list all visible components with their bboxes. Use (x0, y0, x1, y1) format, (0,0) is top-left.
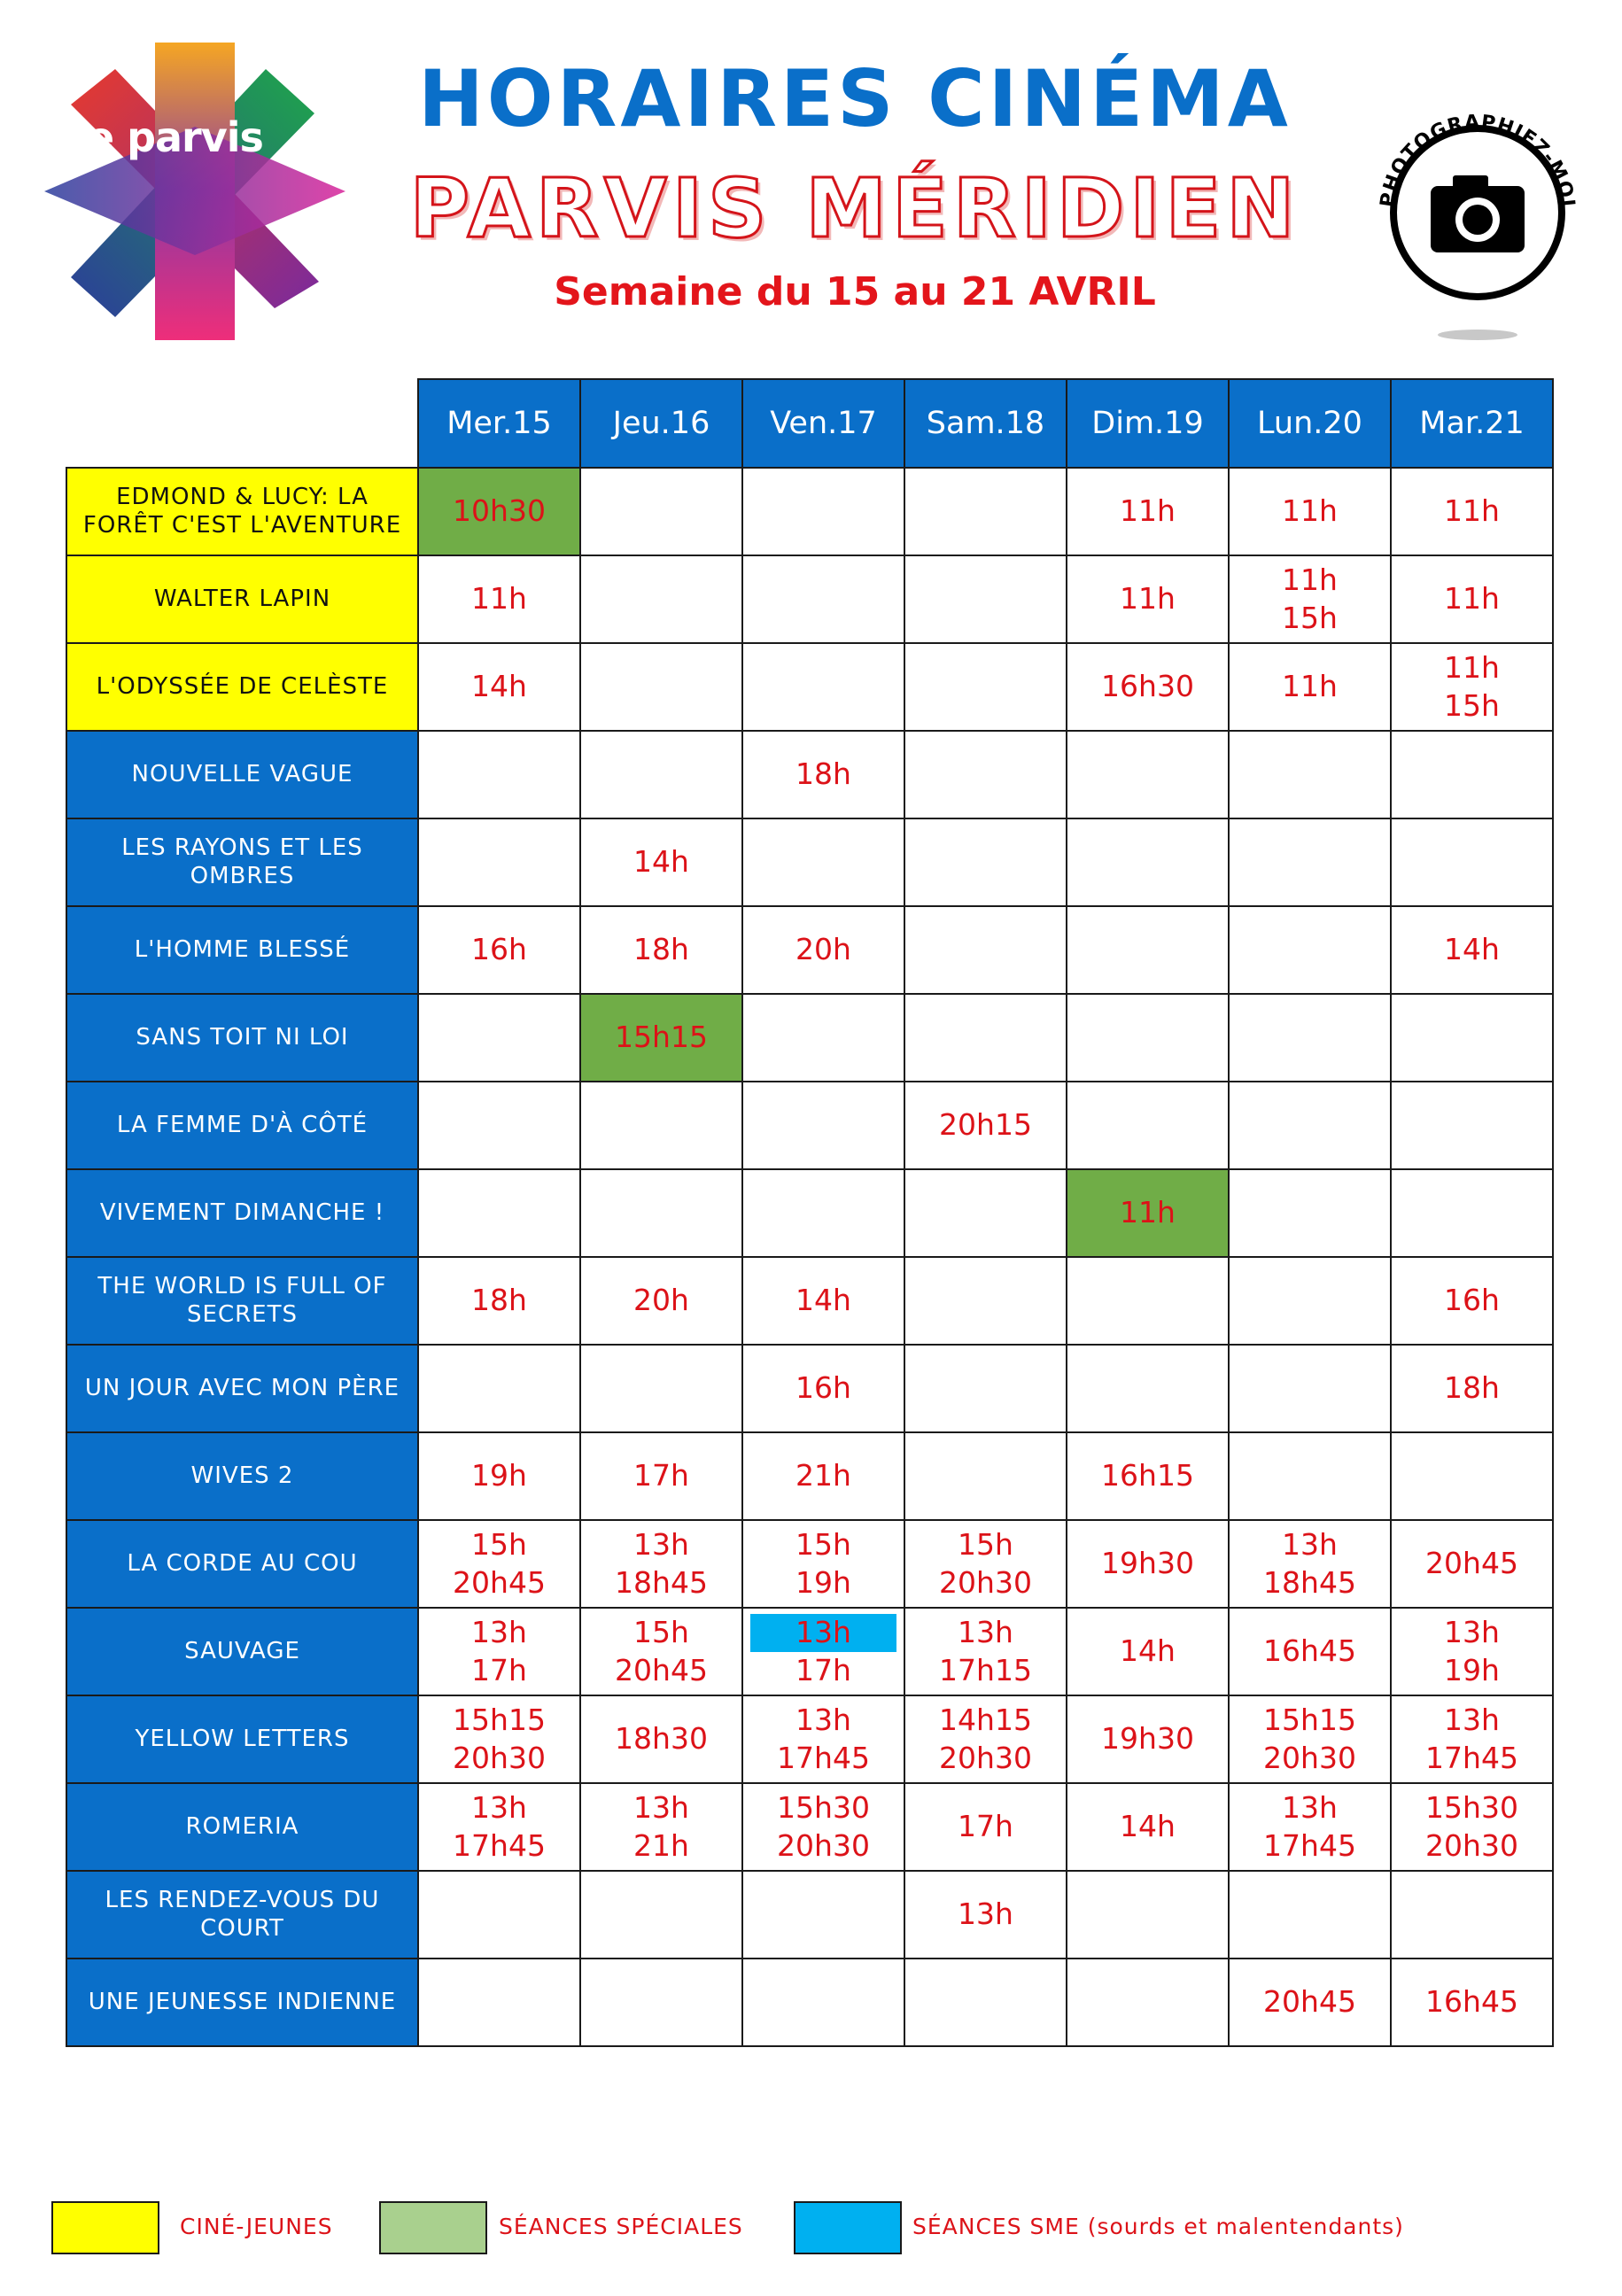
showtime: 15h15 (453, 1702, 546, 1737)
film-row (66, 468, 1553, 555)
showtime-cell (904, 1169, 1067, 1257)
showtime-cell (580, 1257, 742, 1345)
showtime-cell (418, 906, 580, 994)
showtime-cell (1229, 1695, 1391, 1783)
camera-icon (1369, 80, 1586, 345)
showtime: 17h15 (939, 1652, 1032, 1687)
showtime: 20h45 (615, 1652, 708, 1687)
showtime-cell (418, 1169, 580, 1257)
showtime: 11h (1120, 1195, 1176, 1230)
showtime-cell (1067, 1082, 1229, 1169)
showtime-cell (580, 818, 742, 906)
film-row (66, 1082, 1553, 1169)
showtime-cell (904, 1871, 1067, 1959)
showtime-cell (580, 1608, 742, 1695)
showtime-cell (418, 731, 580, 818)
schedule-table (66, 378, 1554, 2047)
day-header: Lun.20 (1229, 379, 1391, 468)
showtime-cell (1391, 1695, 1553, 1783)
showtime: 11h (1282, 493, 1338, 529)
film-title: UN JOUR AVEC MON PÈRE (66, 1345, 418, 1432)
showtime: 21h (633, 1827, 689, 1863)
showtime-cell (904, 731, 1067, 818)
showtime: 14h (1444, 932, 1500, 967)
film-title: L'HOMME BLESSÉ (66, 906, 418, 994)
legend-swatch-seances-sme (794, 2201, 902, 2254)
showtime: 20h30 (777, 1827, 870, 1863)
showtime: 18h (795, 756, 851, 792)
day-header: Jeu.16 (580, 379, 742, 468)
showtime: 14h (795, 1283, 851, 1318)
showtime: 16h30 (1101, 669, 1194, 704)
corner-cell (66, 379, 418, 468)
page-title: HORAIRES CINÉMA (418, 53, 1292, 144)
showtime: 13h (958, 1614, 1013, 1649)
showtime-cell (418, 643, 580, 731)
showtime: 11h (471, 581, 527, 617)
showtime-cell (1229, 906, 1391, 994)
showtime-cell (1391, 1959, 1553, 2046)
showtime: 20h30 (939, 1740, 1032, 1775)
showtime: 13h (471, 1789, 527, 1825)
film-title: SANS TOIT NI LOI (66, 994, 418, 1082)
showtime: 13h (1282, 1526, 1338, 1562)
film-row (66, 731, 1553, 818)
showtime-cell (580, 1695, 742, 1783)
showtime-cell (904, 1608, 1067, 1695)
showtime: 18h (1444, 1370, 1500, 1406)
showtime-cell (580, 643, 742, 731)
showtime-cell (742, 1520, 904, 1608)
showtime: 16h15 (1101, 1458, 1194, 1493)
film-title: VIVEMENT DIMANCHE ! (66, 1169, 418, 1257)
showtime-cell (418, 1082, 580, 1169)
legend-label-seances-speciales: SÉANCES SPÉCIALES (499, 2214, 743, 2239)
showtime-cell (1067, 1257, 1229, 1345)
showtime-cell (904, 1783, 1067, 1871)
showtime-cell (1229, 1082, 1391, 1169)
showtime-cell (742, 1695, 904, 1783)
film-row (66, 1783, 1553, 1871)
showtime: 19h (471, 1458, 527, 1493)
showtime-cell (904, 1520, 1067, 1608)
showtime-cell (418, 1345, 580, 1432)
showtime-cell (904, 1959, 1067, 2046)
showtime: 20h45 (453, 1564, 546, 1600)
showtime: 20h30 (939, 1564, 1032, 1600)
showtime-cell (1067, 1783, 1229, 1871)
showtime-cell (1391, 818, 1553, 906)
showtime-cell (580, 1783, 742, 1871)
showtime-cell (1067, 1432, 1229, 1520)
showtime: 15h (633, 1614, 689, 1649)
showtime-cell (1067, 818, 1229, 906)
showtime-cell (580, 994, 742, 1082)
showtime-cell (1391, 906, 1553, 994)
film-title: EDMOND & LUCY: LA FORÊT C'EST L'AVENTURE (66, 468, 418, 555)
showtime-cell (904, 1432, 1067, 1520)
film-title: WIVES 2 (66, 1432, 418, 1520)
day-header: Mar.21 (1391, 379, 1553, 468)
showtime-cell (1391, 1169, 1553, 1257)
legend (0, 2201, 1622, 2254)
film-row (66, 994, 1553, 1082)
showtime: 18h (633, 932, 689, 967)
showtime-cell (1391, 1783, 1553, 1871)
showtime-cell (1391, 643, 1553, 731)
showtime: 13h (471, 1614, 527, 1649)
showtime: 19h30 (1101, 1546, 1194, 1581)
showtime-cell (1067, 994, 1229, 1082)
showtime: 15h (795, 1526, 851, 1562)
showtime-cell (1067, 1695, 1229, 1783)
le-parvis-logo (44, 43, 345, 340)
showtime-cell (742, 468, 904, 555)
legend-label-seances-sme: SÉANCES SME (sourds et malentendants) (912, 2214, 1404, 2239)
showtime-cell (418, 1257, 580, 1345)
showtime-cell (580, 1082, 742, 1169)
showtime-cell (1229, 1432, 1391, 1520)
showtime: 20h30 (453, 1740, 546, 1775)
film-title: UNE JEUNESSE INDIENNE (66, 1959, 418, 2046)
showtime-cell (1229, 818, 1391, 906)
showtime-cell (904, 1082, 1067, 1169)
showtime-cell (742, 1871, 904, 1959)
film-row (66, 1345, 1553, 1432)
showtime-cell (1229, 643, 1391, 731)
showtime-cell (1229, 1959, 1391, 2046)
film-title: LES RAYONS ET LES OMBRES (66, 818, 418, 906)
showtime-cell (418, 1695, 580, 1783)
showtime-cell (742, 1959, 904, 2046)
logo-text: le parvis (74, 113, 263, 161)
showtime-cell (1229, 468, 1391, 555)
showtime-cell (418, 818, 580, 906)
showtime: 17h45 (1263, 1827, 1356, 1863)
showtime: 16h (471, 932, 527, 967)
showtime: 20h30 (1263, 1740, 1356, 1775)
showtime-cell (742, 818, 904, 906)
showtime-cell (1391, 555, 1553, 643)
showtime: 15h30 (1425, 1789, 1518, 1825)
showtime: 20h30 (1425, 1827, 1518, 1863)
showtime-cell (1229, 1783, 1391, 1871)
film-row (66, 1959, 1553, 2046)
showtime-cell (1067, 468, 1229, 555)
film-title: YELLOW LETTERS (66, 1695, 418, 1783)
film-row (66, 1871, 1553, 1959)
showtime: 20h45 (1263, 1984, 1356, 2020)
showtime-cell (1391, 731, 1553, 818)
showtime-cell (742, 1608, 904, 1695)
showtime-cell (742, 994, 904, 1082)
showtime-cell (1229, 994, 1391, 1082)
showtime-cell (904, 906, 1067, 994)
showtime: 16h45 (1425, 1984, 1518, 2020)
showtime-cell (1229, 1169, 1391, 1257)
showtime-cell (418, 1520, 580, 1608)
showtime-cell (742, 1783, 904, 1871)
showtime: 17h (958, 1809, 1013, 1844)
showtime: 19h30 (1101, 1721, 1194, 1757)
showtime-cell (580, 555, 742, 643)
showtime: 11h (1282, 669, 1338, 704)
film-row (66, 1432, 1553, 1520)
legend-label-cine-jeunes: CINÉ-JEUNES (180, 2214, 333, 2239)
film-title: WALTER LAPIN (66, 555, 418, 643)
showtime: 17h (633, 1458, 689, 1493)
showtime: 17h45 (453, 1827, 546, 1863)
showtime: 17h45 (1425, 1740, 1518, 1775)
showtime-cell (580, 1432, 742, 1520)
showtime: 19h (1444, 1652, 1500, 1687)
showtime: 14h (1120, 1633, 1176, 1669)
legend-swatch-seances-speciales (379, 2201, 487, 2254)
showtime: 20h (795, 932, 851, 967)
showtime-cell (1067, 1871, 1229, 1959)
day-header: Dim.19 (1067, 379, 1229, 468)
film-row (66, 906, 1553, 994)
film-title: NOUVELLE VAGUE (66, 731, 418, 818)
showtime: 14h (1120, 1809, 1176, 1844)
showtime-cell (580, 1345, 742, 1432)
showtime: 13h (958, 1897, 1013, 1932)
showtime-cell (1067, 906, 1229, 994)
showtime-cell (1067, 643, 1229, 731)
showtime-cell (742, 643, 904, 731)
showtime: 13h (633, 1789, 689, 1825)
film-title: ROMERIA (66, 1783, 418, 1871)
showtime-cell (1229, 1257, 1391, 1345)
showtime: 19h (795, 1564, 851, 1600)
showtime: 11h (1120, 493, 1176, 529)
showtime-cell (904, 643, 1067, 731)
showtime: 16h45 (1263, 1633, 1356, 1669)
showtime-cell (1229, 1520, 1391, 1608)
showtime: 18h (471, 1283, 527, 1318)
showtime: 11h (1444, 649, 1500, 685)
showtime-cell (742, 555, 904, 643)
showtime-cell (1391, 1871, 1553, 1959)
day-header: Mer.15 (418, 379, 580, 468)
showtime-cell (904, 818, 1067, 906)
showtime-cell (1067, 1169, 1229, 1257)
showtime: 17h (795, 1652, 851, 1687)
showtime: 11h (1120, 581, 1176, 617)
film-row (66, 1695, 1553, 1783)
showtime: 17h (471, 1652, 527, 1687)
showtime-cell (742, 731, 904, 818)
film-row (66, 555, 1553, 643)
showtime: 21h (795, 1458, 851, 1493)
showtime-cell (418, 1783, 580, 1871)
showtime: 16h (1444, 1283, 1500, 1318)
showtime: 13h (1444, 1614, 1500, 1649)
showtime-cell (418, 1608, 580, 1695)
day-header-row (66, 379, 1553, 468)
showtime-cell (580, 1169, 742, 1257)
showtime-cell (1067, 1608, 1229, 1695)
showtime: 15h15 (1263, 1702, 1356, 1737)
film-title: L'ODYSSÉE DE CELÈSTE (66, 643, 418, 731)
film-title: SAUVAGE (66, 1608, 418, 1695)
showtime-cell (1391, 1520, 1553, 1608)
showtime: 15h (471, 1526, 527, 1562)
showtime: 15h (1282, 600, 1338, 635)
showtime-cell (1229, 1608, 1391, 1695)
showtime: 20h (633, 1283, 689, 1318)
day-header: Sam.18 (904, 379, 1067, 468)
showtime: 14h15 (939, 1702, 1032, 1737)
showtime: 18h30 (615, 1721, 708, 1757)
showtime-cell (1229, 731, 1391, 818)
showtime-cell (904, 1257, 1067, 1345)
showtime-cell (904, 1695, 1067, 1783)
showtime-cell (1391, 468, 1553, 555)
showtime: 16h (795, 1370, 851, 1406)
showtime: 15h15 (615, 1020, 708, 1055)
showtime-cell (580, 468, 742, 555)
showtime-cell (1391, 1432, 1553, 1520)
showtime: 13h (1282, 1789, 1338, 1825)
showtime-cell (580, 731, 742, 818)
film-title: LA CORDE AU COU (66, 1520, 418, 1608)
showtime-cell (742, 1345, 904, 1432)
film-row (66, 643, 1553, 731)
showtime: 11h (1282, 562, 1338, 597)
showtime: 13h (1444, 1702, 1500, 1737)
showtime-cell (742, 1257, 904, 1345)
showtime-cell (418, 468, 580, 555)
showtime-cell (904, 555, 1067, 643)
showtime-cell (580, 1959, 742, 2046)
showtime-cell (1067, 731, 1229, 818)
showtime-cell (1391, 1082, 1553, 1169)
showtime-cell (1229, 1345, 1391, 1432)
showtime-cell (742, 1082, 904, 1169)
showtime-cell (904, 1345, 1067, 1432)
showtime: 15h (1444, 687, 1500, 723)
showtime: 18h45 (615, 1564, 708, 1600)
showtime-cell (418, 1871, 580, 1959)
film-row (66, 1608, 1553, 1695)
showtime-cell (742, 1432, 904, 1520)
film-row (66, 1520, 1553, 1608)
showtime: 17h45 (777, 1740, 870, 1775)
showtime: 14h (471, 669, 527, 704)
showtime-cell (1067, 555, 1229, 643)
showtime-cell (904, 994, 1067, 1082)
showtime-cell (580, 1871, 742, 1959)
showtime-cell (742, 1169, 904, 1257)
showtime-cell (1229, 1871, 1391, 1959)
legend-swatch-cine-jeunes (51, 2201, 159, 2254)
showtime-cell (1391, 1257, 1553, 1345)
showtime-cell (1391, 1608, 1553, 1695)
film-title: THE WORLD IS FULL OF SECRETS (66, 1257, 418, 1345)
showtime-cell (418, 994, 580, 1082)
showtime: 18h45 (1263, 1564, 1356, 1600)
showtime: 10h30 (453, 493, 546, 529)
film-row (66, 1169, 1553, 1257)
showtime: 11h (1444, 493, 1500, 529)
film-title: LA FEMME D'À CÔTÉ (66, 1082, 418, 1169)
showtime-cell (1067, 1345, 1229, 1432)
showtime: 13h (633, 1526, 689, 1562)
week-subtitle: Semaine du 15 au 21 AVRIL (554, 269, 1156, 314)
showtime-cell (1067, 1520, 1229, 1608)
film-row (66, 1257, 1553, 1345)
showtime: 15h30 (777, 1789, 870, 1825)
showtime: 11h (1444, 581, 1500, 617)
showtime-sme: 13h (750, 1614, 896, 1652)
showtime-cell (418, 1432, 580, 1520)
showtime: 13h (795, 1702, 851, 1737)
showtime: 14h (633, 844, 689, 880)
showtime: 20h15 (939, 1107, 1032, 1143)
showtime: 20h45 (1425, 1546, 1518, 1581)
venue-title: PARVIS MÉRIDIEN (409, 161, 1300, 256)
showtime-cell (418, 555, 580, 643)
showtime-cell (904, 468, 1067, 555)
showtime-cell (418, 1959, 580, 2046)
showtime-cell (580, 1520, 742, 1608)
day-header: Ven.17 (742, 379, 904, 468)
schedule-body (66, 468, 1553, 2046)
showtime-cell (1067, 1959, 1229, 2046)
showtime-cell (1229, 555, 1391, 643)
camera-badge-text: PHOTOGRAPHIEZ-MOI (1376, 111, 1579, 209)
showtime: 15h (958, 1526, 1013, 1562)
showtime-cell (1391, 1345, 1553, 1432)
film-row (66, 818, 1553, 906)
showtime-cell (742, 906, 904, 994)
showtime-cell (580, 906, 742, 994)
showtime-cell (1391, 994, 1553, 1082)
film-title: LES RENDEZ-VOUS DU COURT (66, 1871, 418, 1959)
